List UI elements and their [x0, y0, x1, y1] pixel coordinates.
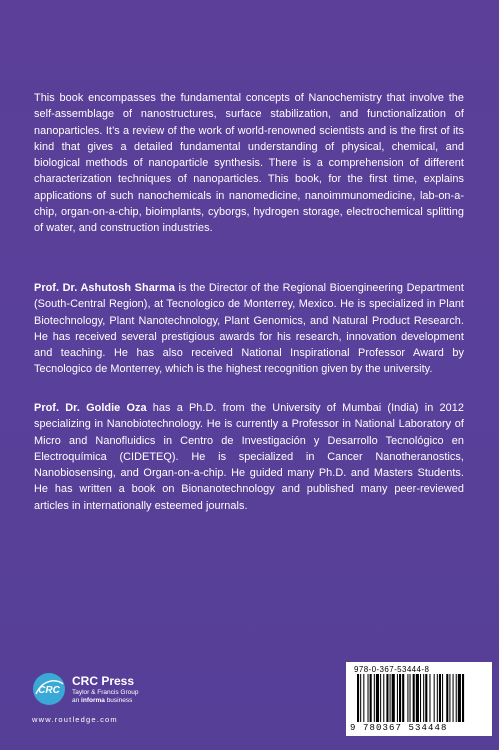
barcode-bar — [434, 674, 435, 722]
barcode-bar — [425, 674, 427, 722]
barcode-bar — [370, 674, 372, 722]
barcode-bar — [429, 674, 430, 722]
barcode-bar — [416, 674, 419, 722]
author-bio-1 — [34, 280, 464, 378]
barcode-bar — [383, 674, 384, 722]
barcode-bar — [413, 674, 415, 722]
ean-label: 9 780367 534448 — [350, 723, 448, 733]
barcode-bar — [446, 674, 448, 722]
barcode-bar — [360, 674, 361, 722]
barcode-bar — [374, 674, 375, 722]
tagline-suffix: business — [104, 697, 133, 704]
publisher-brand: CRC Press — [72, 674, 135, 688]
barcode-bar — [449, 674, 450, 722]
barcode-bar — [376, 674, 379, 722]
barcode-bar — [462, 674, 464, 722]
barcode-bar — [453, 674, 454, 722]
barcode-bar — [368, 674, 369, 722]
book-description-text: This book encompasses the fundamental concepts of Nanochemistry that involve the self-assemblage of nanostructures, surface stabilization, and functionalization of nanoparticles. It’s a review of the work of world-renowned scientists and is the first of its kind that gives a detailed fundamental understanding of physical, chemical, and biological methods of nanoparticle synthesis. There is a comprehension of different characterization techniques of nanoparticles. This book, for the first time, explains applications of such nanochemicals in nanomedicine, nanoimmunomedicine, lab-on-a-chip, organ-on-a-chip, bioimplants, cyborgs, hydrogen storage, electrochemical splitting of water, and construction industries. — [34, 92, 464, 235]
barcode-bar — [386, 674, 388, 722]
publisher-url: www.routledge.com — [32, 715, 118, 724]
barcode-bar — [402, 674, 404, 722]
barcode-bar — [357, 674, 359, 722]
barcode-bar — [392, 674, 395, 722]
author-2-bio: has a Ph.D. from the University of Mumbai (India) in 2012 specializing in Nanobiotechnology. He is currently a Professor in National Laboratory of Micro and Nanofluidics in Centro de Investigación y Desarrollo Tecnológico en Electroquímica (CIDETEQ). He is specialized in Cancer Nanotheranostics, Nanobiosensing, and Organ-on-a-chip. He guided many Ph.D. and Masters Students. He has written a book on Bionanotechnology and published many peer-reviewed articles in internationally esteemed journals. — [34, 402, 464, 512]
barcode-bar — [410, 674, 411, 722]
author-1-name: Prof. Dr. Ashutosh Sharma — [34, 282, 175, 294]
isbn-label: 978-0-367-53444-8 — [354, 665, 430, 674]
book-description — [34, 90, 464, 237]
barcode-bar — [407, 674, 408, 722]
tagline-prefix: an — [72, 697, 82, 704]
barcode-bar — [437, 674, 438, 722]
crc-logo-icon — [32, 672, 66, 706]
author-2-name: Prof. Dr. Goldie Oza — [34, 402, 147, 414]
publisher-tagline — [72, 697, 132, 704]
barcode-bar — [442, 674, 443, 722]
barcode-bar — [380, 674, 381, 722]
barcode-bar — [420, 674, 421, 722]
tagline-informa: informa — [81, 697, 105, 704]
logo-mark-text: CRC — [38, 685, 60, 696]
publisher-logo — [32, 672, 192, 732]
barcode-bars — [356, 674, 484, 724]
barcode-panel — [346, 662, 492, 736]
barcode-bar — [363, 674, 364, 722]
barcode-bar — [399, 674, 401, 722]
barcode-bar — [390, 674, 391, 722]
barcode-bar — [458, 674, 461, 722]
author-1-bio: is the Director of the Regional Bioengineering Department (South-Central Region), at Tecnologico de Monterrey, Mexico. He is specialized in Plant Biotechnology, Plant Nanotechnology, Plant Genomics, and Natural Product Research. He has received several prestigious awards for his research, innovation development and teaching. He has also received National Inspirational Professor Award by Tecnologico de Monterrey, which is the highest recognition given by the university. — [34, 282, 464, 376]
barcode-bar — [439, 674, 441, 722]
barcode-bar — [423, 674, 424, 722]
author-bio-2 — [34, 400, 464, 514]
barcode-bar — [397, 674, 398, 722]
barcode-bar — [456, 674, 457, 722]
publisher-group: Taylor & Francis Group — [72, 689, 139, 696]
